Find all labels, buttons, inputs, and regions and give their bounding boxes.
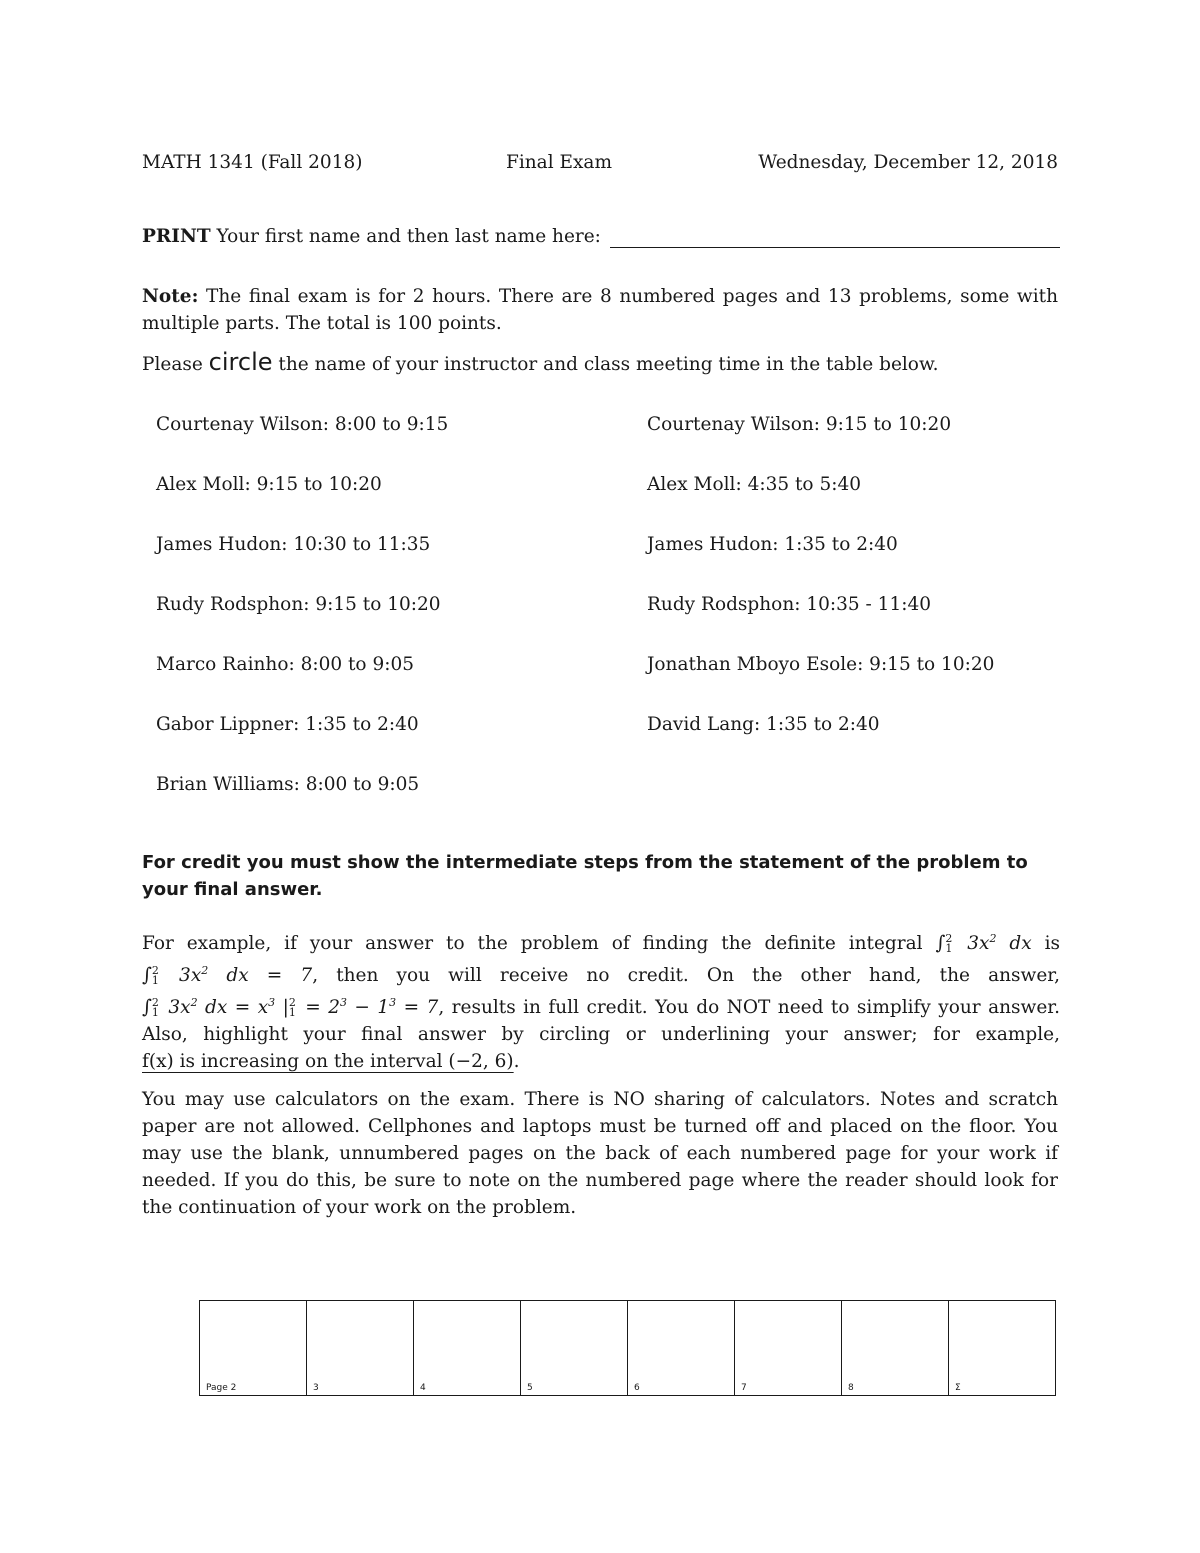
instructor-list (156, 414, 1056, 804)
underlined-answer-example: f(x) is increasing on the interval (−2, 6) (142, 1051, 514, 1073)
circle-instruction-before: Please (142, 354, 209, 375)
example-text: . (513, 1051, 520, 1073)
note-text: The final exam is for 2 hours. There are 8 numbered pages and 13 problems, some with multiple parts. The total is 100 points. (142, 286, 1058, 334)
instructor-option[interactable]: Rudy Rodsphon: 10:35 - 11:40 (647, 594, 931, 615)
instructor-option[interactable]: Brian Williams: 8:00 to 9:05 (156, 774, 420, 795)
score-cell: 3 (307, 1301, 414, 1396)
print-instruction: Your first name and then last name here: (210, 226, 601, 247)
course-title: MATH 1341 (Fall 2018) (142, 152, 363, 173)
example-paragraph (142, 925, 1060, 1075)
score-cell: 5 (521, 1301, 628, 1396)
integral-expression: ∫2 1 $3x^2$ dx (935, 932, 1032, 956)
note-label: Note: (142, 286, 199, 307)
circle-instruction (142, 348, 1058, 376)
instructor-option[interactable]: Gabor Lippner: 1:35 to 2:40 (156, 714, 419, 735)
instructor-option[interactable]: Marco Rainho: 8:00 to 9:05 (156, 654, 414, 675)
example-text: , results in full credit. You do NOT need to simplify your answer. Also, highlight your final answer by circling or underlining your answer; for example, (142, 997, 1060, 1046)
instructor-option[interactable]: James Hudon: 1:35 to 2:40 (647, 534, 898, 555)
exam-header (142, 152, 1058, 180)
example-text: is (1031, 933, 1060, 955)
score-cell: 4 (414, 1301, 521, 1396)
exam-note (142, 283, 1058, 337)
instructor-option[interactable]: James Hudon: 10:30 to 11:35 (156, 534, 431, 555)
exam-date: Wednesday, December 12, 2018 (758, 152, 1058, 173)
instructor-option[interactable]: Jonathan Mboyo Esole: 9:15 to 10:20 (647, 654, 995, 675)
score-cell: 6 (628, 1301, 735, 1396)
score-cell: Σ (949, 1301, 1056, 1396)
print-label: PRINT (142, 226, 211, 247)
score-cell: 7 (735, 1301, 842, 1396)
score-cell: Page 2 (200, 1301, 307, 1396)
name-blank-line[interactable] (610, 247, 1060, 248)
exam-title: Final Exam (506, 152, 613, 173)
score-cell: 8 (842, 1301, 949, 1396)
circle-emphasis: circle (208, 348, 273, 376)
example-text: For example, if your answer to the problem of finding the definite integral (142, 933, 936, 955)
integral-answer-expression: ∫2 1 $3x^2$ dx = 7 (142, 964, 313, 988)
integral-work-expression: ∫2 1 $3x^2$ dx = $x^3$ |2 $1 = 2^3 - 1^3 = 7$ (142, 996, 439, 1020)
circle-instruction-after: the name of your instructor and class meeting time in the table below. (272, 354, 939, 375)
instructor-option[interactable]: Courtenay Wilson: 8:00 to 9:15 (156, 414, 449, 435)
exam-rules: You may use calculators on the exam. There is NO sharing of calculators. Notes and scratch paper are not allowed. Cellphones and laptops must be turned off and placed on the floor. You may use the blank, unnumbered pages on the back of each numbered page for your work if needed. If you do this, be sure to note on the numbered page where the reader should look for the continuation of your work on the problem. (142, 1089, 1058, 1218)
score-table (199, 1300, 1056, 1396)
name-line (142, 226, 1060, 254)
example-text: , then you will receive no credit. On the other hand, the answer, (312, 965, 1060, 987)
instructor-option[interactable]: Courtenay Wilson: 9:15 to 10:20 (647, 414, 952, 435)
instructor-option[interactable]: Rudy Rodsphon: 9:15 to 10:20 (156, 594, 441, 615)
instructor-option[interactable]: David Lang: 1:35 to 2:40 (647, 714, 880, 735)
credit-requirement: For credit you must show the intermediate steps from the statement of the problem to your final answer. (142, 852, 1028, 900)
instructor-option[interactable]: Alex Moll: 4:35 to 5:40 (647, 474, 861, 495)
instructor-option[interactable]: Alex Moll: 9:15 to 10:20 (156, 474, 382, 495)
